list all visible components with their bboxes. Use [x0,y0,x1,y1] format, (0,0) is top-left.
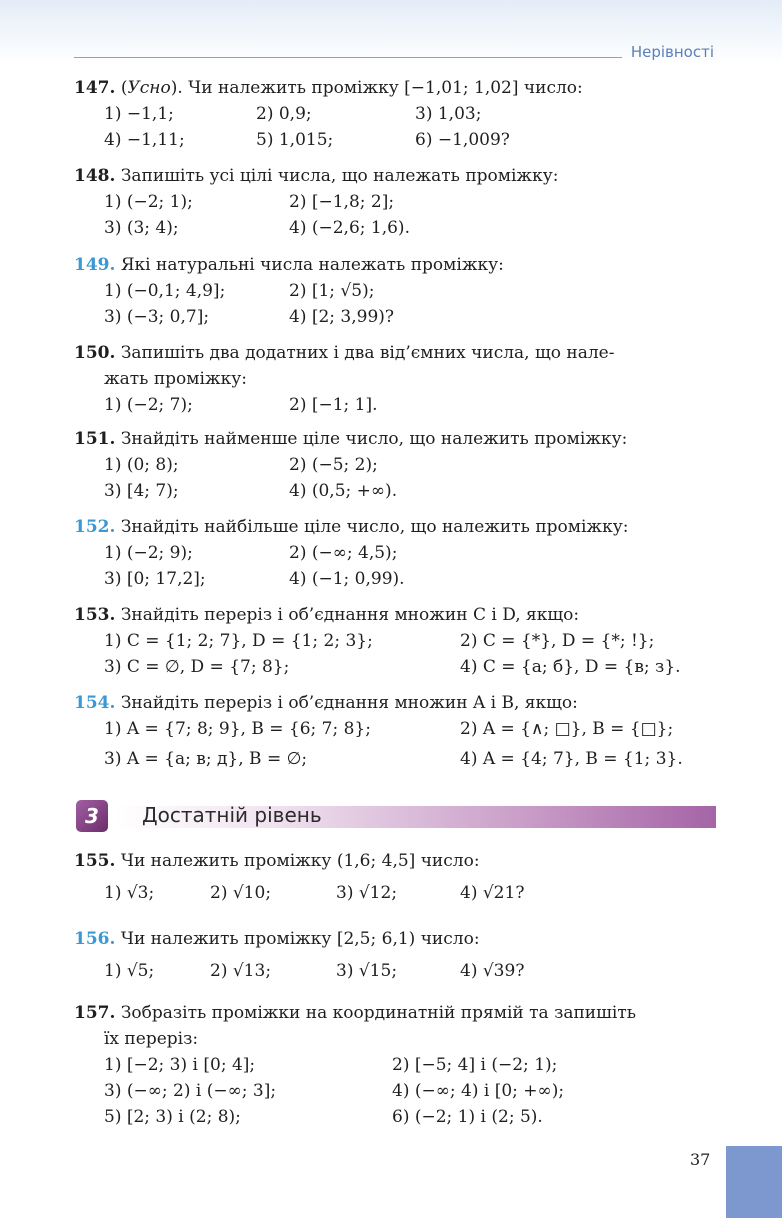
exercise-heading [74,340,734,392]
oral-label: Усно [127,78,171,98]
option-row [104,1052,734,1078]
option: 4) √39? [460,961,525,981]
option: 3) √15; [336,961,398,981]
option: 1) (0; 8); [104,455,179,475]
option: 3) C = ∅, D = {7; 8}; [104,657,290,677]
option: 4) (−∞; 4) і [0; +∞); [392,1081,565,1101]
level-badge: 3 [76,800,108,832]
exercise-heading [74,1000,734,1052]
option: 1) √3; [104,883,155,903]
option: 3) (−∞; 2) і (−∞; 3]; [104,1081,277,1101]
option: 4) (−2,6; 1,6). [289,218,410,238]
option: 4) (0,5; +∞). [289,481,398,501]
option: 3) [4; 7); [104,481,179,501]
option: 2) 0,9; [256,104,312,124]
exercise-heading [74,514,734,540]
exercise-text-continuation: їх переріз: [104,1029,199,1049]
exercise-heading [74,848,734,874]
exercise-number: 149. [74,255,116,275]
exercise-text: Чи належить проміжку [2,5; 6,1) число: [120,929,480,949]
section-title: Нерівності [630,43,714,61]
option: 4) A = {4; 7}, B = {1; 3}. [460,749,683,769]
option-row [104,746,734,772]
exercise-heading [74,252,734,278]
option: 2) [1; √5); [289,281,375,301]
exercise-150 [74,340,734,418]
option: 1) (−2; 1); [104,192,193,212]
exercise-heading [74,426,734,452]
option: 1) (−2; 7); [104,395,193,415]
exercise-number: 156. [74,929,116,949]
exercise-text: Зобразіть проміжки на координатній прямій та запишіть [120,1003,637,1023]
option: 3) [0; 17,2]; [104,569,206,589]
exercise-text-continuation: жать проміжку: [104,369,247,389]
exercise-number: 155. [74,851,116,871]
option: 1) [−2; 3) і [0; 4]; [104,1055,256,1075]
exercise-151 [74,426,734,504]
exercise-heading [74,75,734,101]
exercise-text: Знайдіть переріз і об’єднання множин A і B, якщо: [120,693,578,713]
exercise-number: 147. [74,78,116,98]
exercise-heading [74,690,734,716]
page-number: 37 [690,1150,711,1169]
option-row [104,392,734,418]
option-row [104,1078,734,1104]
exercise-number: 154. [74,693,116,713]
exercise-text: Які натуральні числа належать проміжку: [120,255,504,275]
option: 6) −1,009? [415,130,510,150]
exercise-number: 151. [74,429,116,449]
option: 1) √5; [104,961,155,981]
option: 1) C = {1; 2; 7}, D = {1; 2; 3}; [104,631,373,651]
exercise-number: 157. [74,1003,116,1023]
option: 3) (3; 4); [104,218,179,238]
option-row [104,278,734,304]
exercise-heading [74,163,734,189]
option-row [104,540,734,566]
level-banner [76,800,716,832]
option-row [104,1104,734,1130]
exercise-154 [74,690,734,772]
option-row [104,189,734,215]
exercise-155 [74,848,734,906]
option: 4) [2; 3,99)? [289,307,395,327]
exercise-text: Чи належить проміжку (1,6; 4,5] число: [120,851,480,871]
option: 2) (−5; 2); [289,455,378,475]
page-corner-block [726,1146,782,1218]
option: 3) A = {а; в; д}, B = ∅; [104,749,308,769]
exercise-text: Знайдіть переріз і об’єднання множин C і D, якщо: [120,605,580,625]
option-row [104,566,734,592]
option-row [104,880,734,906]
option-row [104,654,734,680]
option: 2) A = {∧; □}, B = {□}; [460,719,674,739]
option: 2) [−1,8; 2]; [289,192,395,212]
option: 5) [2; 3) і (2; 8); [104,1107,241,1127]
option: 1) A = {7; 8; 9}, B = {6; 7; 8}; [104,719,371,739]
option: 2) C = {*}, D = {*; !}; [460,631,655,651]
option: 4) C = {а; б}, D = {в; з}. [460,657,681,677]
option-row [104,958,734,984]
option-row [104,716,734,742]
option: 4) (−1; 0,99). [289,569,405,589]
exercise-text: ). Чи належить проміжку [−1,01; 1,02] число: [170,78,583,98]
exercise-text: Знайдіть найменше ціле число, що належить проміжку: [120,429,628,449]
option: 3) 1,03; [415,104,482,124]
option-row [104,101,734,127]
level-title: Достатній рівень [142,803,322,827]
option: 2) √10; [210,883,272,903]
header-rule [74,57,622,58]
exercise-147 [74,75,734,153]
exercise-text: ( [120,78,128,98]
option: 1) −1,1; [104,104,174,124]
option: 2) [−1; 1]. [289,395,378,415]
exercise-153 [74,602,734,680]
option-row [104,478,734,504]
option: 5) 1,015; [256,130,334,150]
exercise-number: 152. [74,517,116,537]
option: 2) [−5; 4] і (−2; 1); [392,1055,558,1075]
exercise-text: Знайдіть найбільше ціле число, що належить проміжку: [120,517,629,537]
option: 3) (−3; 0,7]; [104,307,210,327]
option: 4) √21? [460,883,525,903]
option: 1) (−0,1; 4,9]; [104,281,226,301]
option: 2) (−∞; 4,5); [289,543,398,563]
exercise-149 [74,252,734,330]
exercise-text: Запишіть усі цілі числа, що належать проміжку: [120,166,559,186]
exercise-number: 153. [74,605,116,625]
option: 1) (−2; 9); [104,543,193,563]
exercise-156 [74,926,734,984]
exercise-number: 150. [74,343,116,363]
option-row [104,452,734,478]
exercise-heading [74,926,734,952]
exercise-number: 148. [74,166,116,186]
exercise-148 [74,163,734,241]
option-row [104,628,734,654]
option: 6) (−2; 1) і (2; 5). [392,1107,543,1127]
option-row [104,215,734,241]
option-row [104,127,734,153]
exercise-157 [74,1000,734,1130]
exercise-text: Запишіть два додатних і два від’ємних числа, що нале- [120,343,615,363]
exercise-heading [74,602,734,628]
option: 2) √13; [210,961,272,981]
option: 3) √12; [336,883,398,903]
exercise-152 [74,514,734,592]
option-row [104,304,734,330]
option: 4) −1,11; [104,130,185,150]
